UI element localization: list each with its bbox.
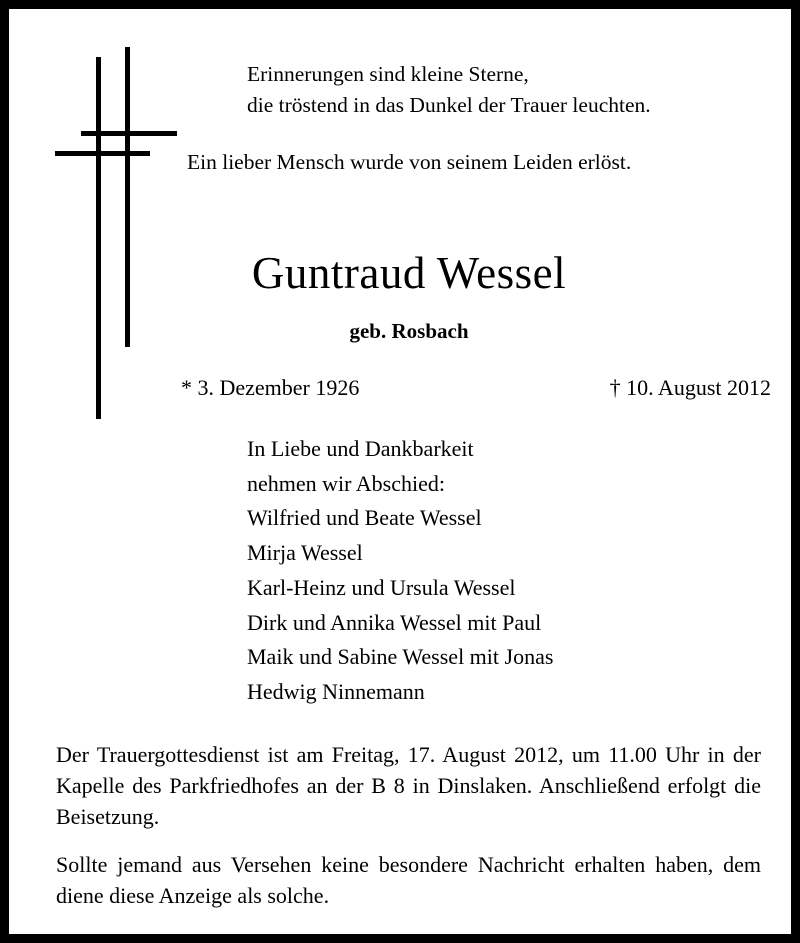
service-line-1: Der Trauergottesdienst ist am Freitag, 17. August 2012, [56,742,564,767]
deceased-maiden-name: geb. Rosbach [349,319,469,343]
list-item: Dirk und Annika Wessel mit Paul [247,609,542,635]
family-intro [247,432,767,501]
cross-vertical-bar-right [125,47,130,347]
verse-line-2: die tröstend in das Dunkel der Trauer leuchten. [247,93,651,117]
deceased-name: Guntraud Wessel [251,248,567,298]
list-item: Hedwig Ninnemann [247,678,425,704]
memorial-verse [247,59,767,121]
survivor-list [247,501,767,709]
closing-note [56,849,761,911]
list-item: Karl-Heinz und Ursula Wessel [247,574,516,600]
life-dates [181,373,771,403]
family-block [247,432,767,710]
closing-line-1: Sollte jemand aus Versehen keine besondere Nachricht [56,852,565,877]
cross-icon [55,47,200,419]
cross-vertical-bar-left [96,57,101,419]
notice-inner [9,9,791,934]
verse-line-1: Erinnerungen sind kleine Sterne, [247,62,529,86]
service-line-3: in Dinslaken. Anschließend erfolgt die Beisetzung. [56,773,761,829]
birth-date: * 3. Dezember 1926 [181,375,360,400]
family-intro-line-2: nehmen wir Abschied: [247,470,445,496]
released-statement [187,147,787,177]
cross-horizontal-bar-lower [55,151,150,156]
family-intro-line-1: In Liebe und Dankbarkeit [247,436,474,461]
service-line-2: um 11.00 Uhr in der Kapelle des Parkfriedhofes an der B 8 [56,742,761,798]
list-item: Mirja Wessel [247,540,363,566]
released-line: Ein lieber Mensch wurde von seinem Leiden erlöst. [187,150,632,174]
cross-horizontal-bar-upper [81,131,177,136]
death-date: † 10. August 2012 [609,375,771,400]
service-details [56,739,761,832]
closing-line-2: erhalten haben, dem diene diese Anzeige als solche. [56,852,761,908]
list-item: Maik und Sabine Wessel mit Jonas [247,644,554,670]
list-item: Wilfried und Beate Wessel [247,505,482,531]
